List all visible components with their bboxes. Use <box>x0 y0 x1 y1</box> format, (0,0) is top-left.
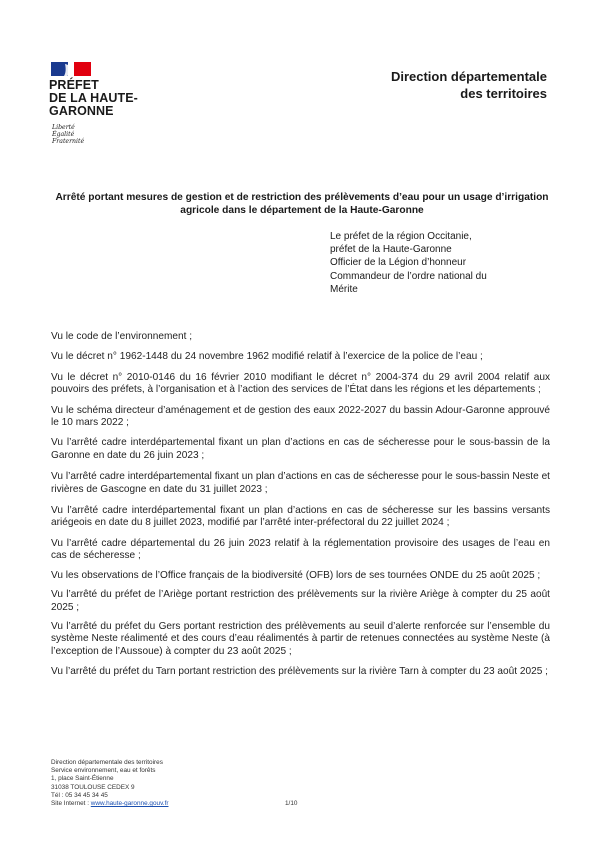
marianne-red-band <box>74 62 91 76</box>
decree-title: Arrêté portant mesures de gestion et de restriction des prélèvements d’eau pour un usage d’irrigation agricole dans le département de la Haute-Garonne <box>55 192 549 216</box>
authority-line: DE LA HAUTE- <box>49 91 138 105</box>
direction-line: des territoires <box>460 86 547 101</box>
footer-line: 31038 TOULOUSE CEDEX 9 <box>51 783 135 791</box>
footer-site <box>51 800 291 808</box>
signatory-block <box>330 230 550 296</box>
authority-line: GARONNE <box>49 104 114 118</box>
footer-line: 1, place Saint-Étienne <box>51 775 114 783</box>
footer-line: Tél : 05 34 45 34 45 <box>51 791 108 799</box>
consideration-item: Vu l’arrêté du préfet de l’Ariège portant restriction des prélèvements sur la rivière Ariège à compter du 25 août 2025 ; <box>51 589 550 613</box>
consideration-item: Vu l’arrêté cadre interdépartemental fixant un plan d’actions en cas de sécheresse pour le sous-bassin de la Garonne en date du 26 juin 2023 ; <box>51 437 550 461</box>
motto-line: Fraternité <box>52 138 85 146</box>
direction-line: Direction départementale <box>390 69 547 84</box>
footer-line: Direction départementale des territoires <box>51 759 163 766</box>
republic-motto <box>52 124 112 146</box>
footer-line: Service environnement, eau et forêts <box>51 767 156 775</box>
consideration-item: Vu le schéma directeur d’aménagement et de gestion des eaux 2022-2027 du bassin Adour-Garonne approuvé le 10 mars 2022 ; <box>51 404 550 429</box>
consideration-item: Vu les observations de l’Office français de la biodiversité (OFB) lors de ses tournées ONDE du 25 août 2025 ; <box>51 569 541 581</box>
consideration-item: Vu le décret n° 1962-1448 du 24 novembre 1962 modifié relatif à l’exercice de la police de l’eau ; <box>51 351 483 363</box>
consideration-item: Vu l’arrêté du préfet du Tarn portant restriction des prélèvements sur la rivière Tarn à compter du 23 août 2025 ; <box>51 666 548 678</box>
consideration-item: Vu le code de l’environnement ; <box>51 331 193 342</box>
footer-address <box>51 759 291 808</box>
signatory-line: Officier de la Légion d’honneur <box>330 257 467 269</box>
marianne-logo-icon <box>51 62 91 76</box>
consideration-item: Vu l’arrêté cadre interdépartemental fixant un plan d’actions en cas de sécheresse sur les bassins versants ariégeois en date du 8 juillet 2023, modifié par l’arrêté inter-préfectoral du 22 juillet 2024 ; <box>51 505 550 529</box>
signatory-line: préfet de la Haute-Garonne <box>330 244 452 256</box>
consideration-item: Vu le décret n° 2010-0146 du 16 février 2010 modifiant le décret n° 2004-374 du 29 avril 2004 relatif aux pouvoirs des préfets, à l’organisation et à l’action des services de l’État dans les régions et les départements ; <box>51 371 550 396</box>
consideration-item: Vu l’arrêté cadre interdépartemental fixant un plan d’actions en cas de sécheresse pour le sous-bassin Neste et rivières de Gascogne en date du 31 juillet 2023 ; <box>51 471 550 495</box>
consideration-item: Vu l’arrêté du préfet du Gers portant restriction des prélèvements au seuil d’alerte renforcée sur l’ensemble du système Neste réalimenté et des cours d’eau réalimentés à partir de retenues connectées au système Neste (à l’exception de l’Aussoue) à compter du 23 août 2025 ; <box>51 620 550 657</box>
consideration-item: Vu l’arrêté cadre départemental du 26 juin 2023 relatif à la réglementation provisoire des usages de l’eau en cas de sécheresse ; <box>51 537 550 562</box>
signatory-line: Mérite <box>330 283 358 295</box>
authority-line: PRÉFET <box>49 78 99 92</box>
issuing-direction <box>391 68 547 102</box>
considerations-list <box>51 331 550 679</box>
page-number: 1/10 <box>285 800 298 807</box>
motto-line: Égalité <box>52 131 75 139</box>
motto-line: Liberté <box>52 124 75 131</box>
footer-site-link[interactable]: www.haute-garonne.gouv.fr <box>90 800 169 808</box>
footer-site-label: Site Internet : <box>51 800 91 808</box>
signatory-line: Commandeur de l’ordre national du <box>330 270 487 282</box>
authority-name <box>49 79 189 118</box>
signatory-line: Le préfet de la région Occitanie, <box>330 231 472 242</box>
